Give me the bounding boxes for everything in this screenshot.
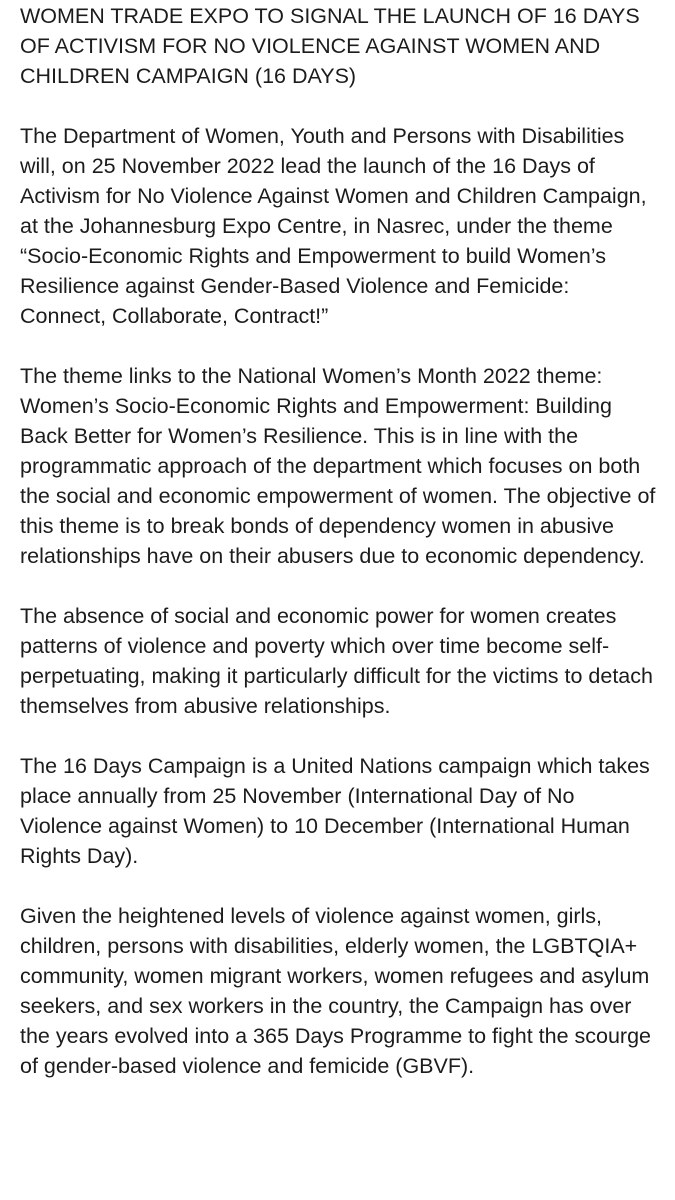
paragraph-un-campaign: The 16 Days Campaign is a United Nations campaign which takes place annually from 25 November (International Day of No Violence against Women) to 10 December (International Human Rights Day).: [20, 754, 650, 868]
paragraph-theme: The theme links to the National Women’s Month 2022 theme: Women’s Socio-Economic Rights and Empowerment: Building Back Better for Women’s Resilience. This is in line with the programmatic approach of the department which focuses on both the social and economic empowerment of women. The objective of this theme is to break bonds of dependency women in abusive relationships have on their abusers due to economic dependency.: [20, 364, 656, 568]
document-heading: WOMEN TRADE EXPO TO SIGNAL THE LAUNCH OF 16 DAYS OF ACTIVISM FOR NO VIOLENCE AGAINST WOMEN AND CHILDREN CAMPAIGN (16 DAYS): [20, 4, 640, 88]
paragraph-launch: The Department of Women, Youth and Persons with Disabilities will, on 25 November 2022 lead the launch of the 16 Days of Activism for No Violence Against Women and Children Campaign, at the Johannesburg Expo Centre, in Nasrec, under the theme “Socio-Economic Rights and Empowerment to build Women’s Resilience against Gender-Based Violence and Femicide: Connect, Collaborate, Contract!”: [20, 124, 647, 328]
paragraph-absence-of-power: The absence of social and economic power for women creates patterns of violence and poverty which over time become self-perpetuating, making it particularly difficult for the victims to detach themselves from abusive relationships.: [20, 604, 653, 718]
paragraph-365-days: Given the heightened levels of violence against women, girls, children, persons with disabilities, elderly women, the LGBTQIA+ community, women migrant workers, women refugees and asylum seekers, and sex workers in the country, the Campaign has over the years evolved into a 365 Days Programme to fight the scourge of gender-based violence and femicide (GBVF).: [20, 904, 652, 1078]
